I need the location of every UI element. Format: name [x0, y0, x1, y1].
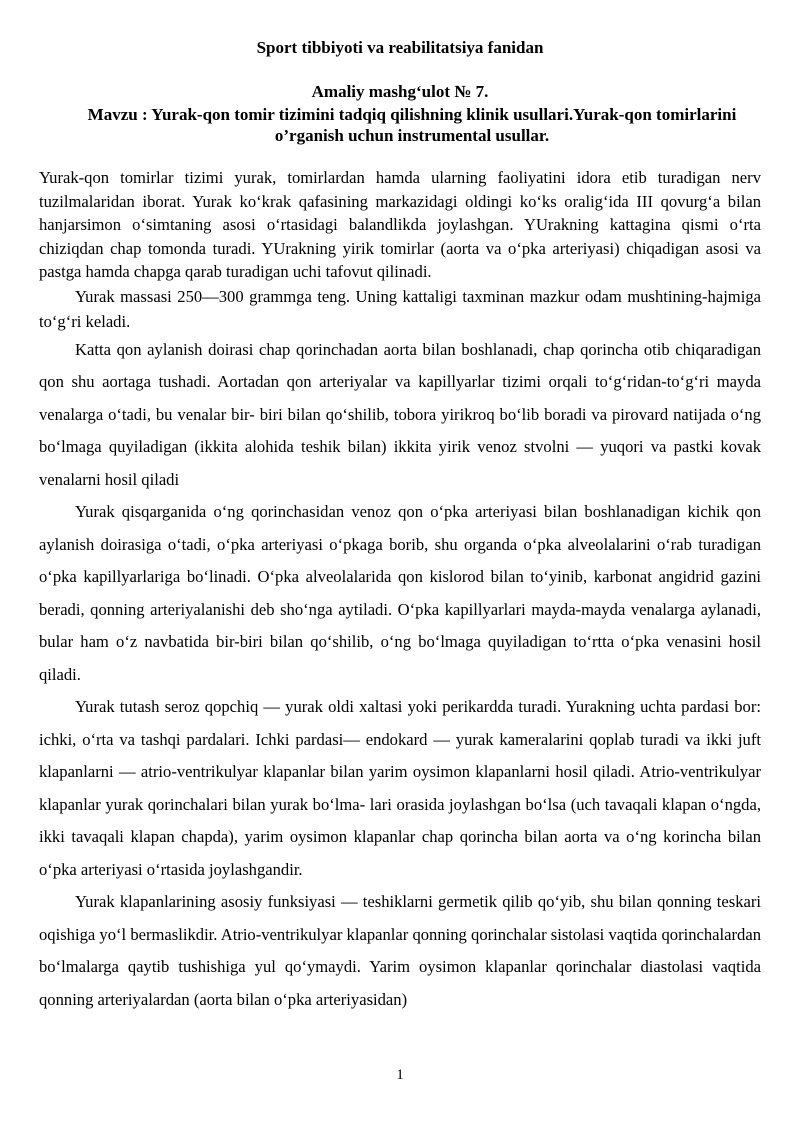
- paragraph-intro: Yurak-qon tomirlar tizimi yurak, tomirlardan hamda ularning faoliyatini idora etib turadigan nerv tuzilmalaridan iborat. Yurak ko‘krak qafasining markazidagi oldingi ko‘ks oralig‘ida III qovurg‘a bilan hanjarsimon o‘simtaning asosi o‘rtasidagi balandlikda joylashgan. YUrakning kattagina qismi o‘rta chiziqdan chap tomonda turadi. YUrakning yirik tomirlar (aorta va o‘pka arteriyasi) chiqadigan asosi va pastga hamda chapga qarab turadigan uchi tafovut qilinadi.: [39, 168, 761, 281]
- paragraph-heart-layers: Yurak tutash seroz qopchiq — yurak oldi xaltasi yoki perikardda turadi. Yurakning uchta pardasi bor: ichki, o‘rta va tashqi pardalari. Ichki pardasi— endokard — yurak kameralarini qoplab turadi va ikki juft klapanlarni — atrio-ventrikulyar klapanlar bilan yarim oysimon klapanlarni hosil qiladi. Atrio-ventrikulyar klapanlar yurak qorinchalari bilan yurak bo‘lma- lari orasida joylashgan bo‘lsa (uch tavaqali klapan o‘ngda, ikki tavaqali klapan chapda), yarim oysimon klapanlar chap qorincha bilan aorta va o‘ng korincha bilan o‘pka arteriyasi o‘rtasida joylashgandir.: [39, 697, 761, 879]
- paragraph-heart-mass: Yurak massasi 250—300 grammga teng. Uning kattaligi taxminan mazkur odam mushtining-hajmiga to‘g‘ri keladi.: [39, 286, 761, 331]
- page-number: 1: [396, 1067, 404, 1083]
- document-body: [39, 166, 761, 1016]
- course-title: Sport tibbiyoti va reabilitatsiya fanidan: [256, 38, 544, 57]
- paragraph-valve-function: Yurak klapanlarining asosiy funksiyasi — teshiklarni germetik qilib qo‘yib, shu bilan qonning teskari oqishiga yo‘l bermaslikdir. Atrio-ventrikulyar klapanlar qonning qorinchalar sistolasi vaqtida qorinchalardan bo‘lmalarga qaytib tushishiga yul qo‘ymaydi. Yarim oysimon klapanlar qorinchalar diastolasi vaqtida qonning arteriyalardan (aorta bilan o‘pka arteriyasidan): [39, 892, 761, 1009]
- lesson-topic: Mavzu : Yurak-qon tomir tizimini tadqiq qilishning klinik usullari.Yurak-qon tomirlarini o’rganish uchun instrumental usullar.: [87, 105, 737, 145]
- lesson-number: Amaliy mashg‘ulot № 7.: [311, 82, 489, 101]
- paragraph-systemic-circulation: Katta qon aylanish doirasi chap qorinchadan aorta bilan boshlanadi, chap qorincha otib chiqaradigan qon shu aortaga tushadi. Aortadan qon arteriyalar va kapillyarlar tizimi orqali to‘g‘ridan-to‘g‘ri mayda venalarga o‘tadi, bu venalar bir- biri bilan qo‘shilib, tobora yirikroq bo‘lib boradi va pirovard natijada o‘ng bo‘lmaga quyiladigan (ikkita alohida teshik bilan) ikkita yirik venoz stvolni — yuqori va pastki kovak venalarni hosil qiladi: [39, 339, 761, 489]
- paragraph-pulmonary-circulation: Yurak qisqarganida o‘ng qorinchasidan venoz qon o‘pka arteriyasi bilan boshlanadigan kichik qon aylanish doirasiga o‘tadi, o‘pka arteriyasi o‘pkaga borib, shu organda o‘pka alveolalarini o‘rab turadigan o‘pka kapillyarlariga bo‘linadi. O‘pka alveolalarida qon kislorod bilan to‘yinib, karbonat angidrid gazini beradi, qonning arteriyalanishi deb sho‘nga aytiladi. O‘pka kapillyarlari mayda-mayda venalarga aylanadi, bular ham o‘z navbatida bir-biri bilan qo‘shilib, o‘ng bo‘lmaga quyiladigan to‘rtta o‘pka venasini hosil qiladi.: [39, 502, 761, 684]
